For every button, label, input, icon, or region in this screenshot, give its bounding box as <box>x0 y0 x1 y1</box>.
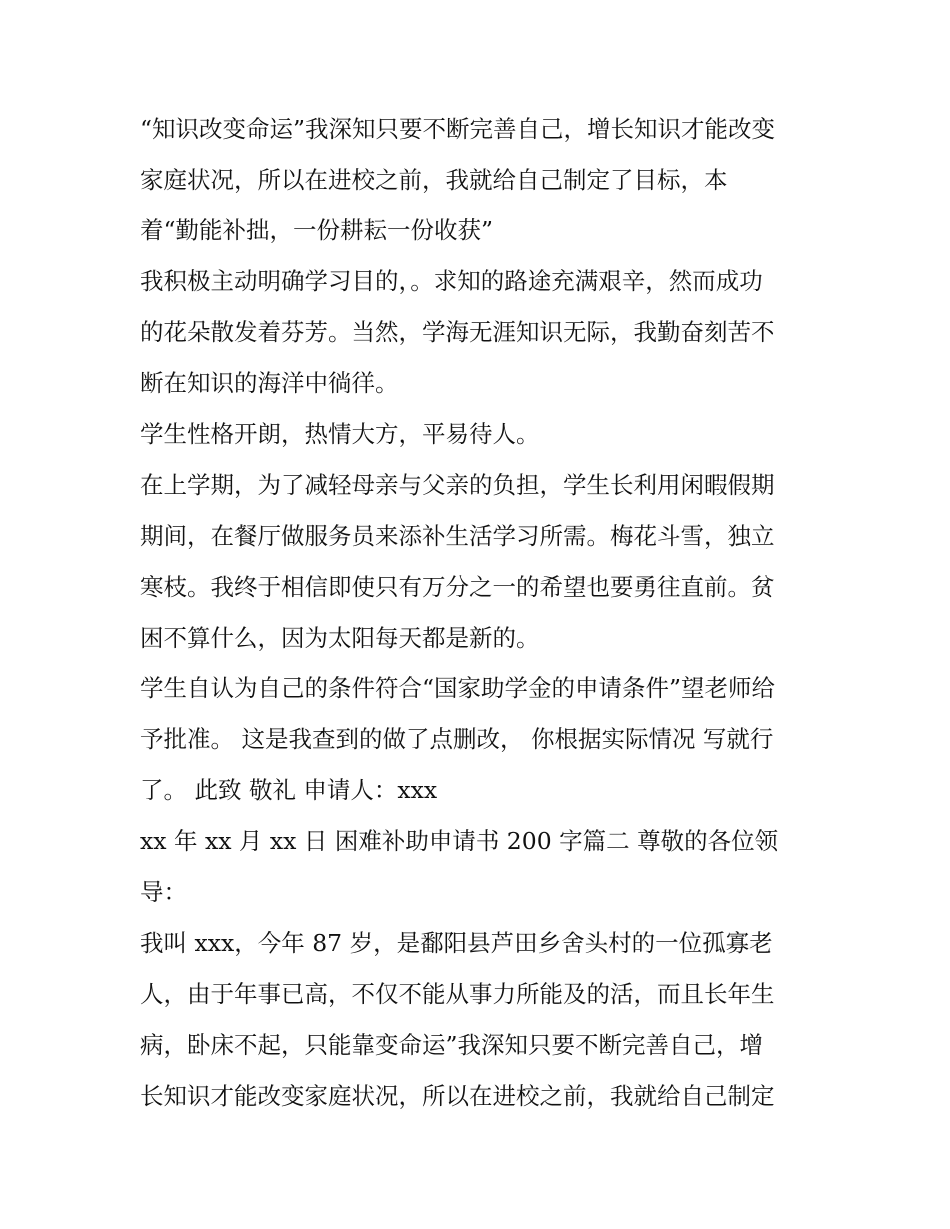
text-line: 了。 此致 敬礼 申请人：xxx <box>140 776 438 804</box>
text-line: 家庭状况，所以在进校之前，我就给自己制定了目标，本 <box>140 166 728 194</box>
text-line: 导： <box>140 878 187 906</box>
text-line: 学生性格开朗，热情大方，平易待人。 <box>140 420 540 448</box>
text-line: xx 年 xx 月 xx 日 困难补助申请书 200 字篇二 尊敬的各位领 <box>140 827 779 855</box>
text-line: 在上学期，为了减轻母亲与父亲的负担，学生长利用闲暇假期 <box>140 471 775 499</box>
text-line: 人，由于年事已高，不仅不能从事力所能及的活，而且长年生 <box>140 980 775 1008</box>
text-line: 的花朵散发着芬芳。当然，学海无涯知识无际，我勤奋刻苦不 <box>140 318 775 346</box>
text-line: 期间，在餐厅做服务员来添补生活学习所需。梅花斗雪，独立 <box>140 522 775 550</box>
text-line: 病，卧床不起，只能靠变命运”我深知只要不断完善自己，增 <box>140 1031 764 1059</box>
text-line: 长知识才能改变家庭状况，所以在进校之前，我就给自己制定 <box>140 1082 775 1110</box>
text-line: 予批准。 这是我查到的做了点删改， 你根据实际情况 写就行 <box>140 725 774 753</box>
text-line: 我积极主动明确学习目的，。求知的路途充满艰辛，然而成功 <box>140 267 763 295</box>
text-line: 寒枝。我终于相信即使只有万分之一的希望也要勇往直前。贫 <box>140 573 775 601</box>
text-line: 着“勤能补拙，一份耕耘一份收获” <box>140 216 494 244</box>
text-line: 学生自认为自己的条件符合“国家助学金的申请条件”望老师给 <box>140 674 776 702</box>
text-line: 我叫 xxx，今年 87 岁，是鄱阳县芦田乡舍头村的一位孤寡老 <box>140 929 773 957</box>
text-line: 断在知识的海洋中徜徉。 <box>140 369 399 397</box>
text-line: 困不算什么，因为太阳每天都是新的。 <box>140 624 540 652</box>
text-line: “知识改变命运”我深知只要不断完善自己，增长知识才能改变 <box>140 115 776 143</box>
